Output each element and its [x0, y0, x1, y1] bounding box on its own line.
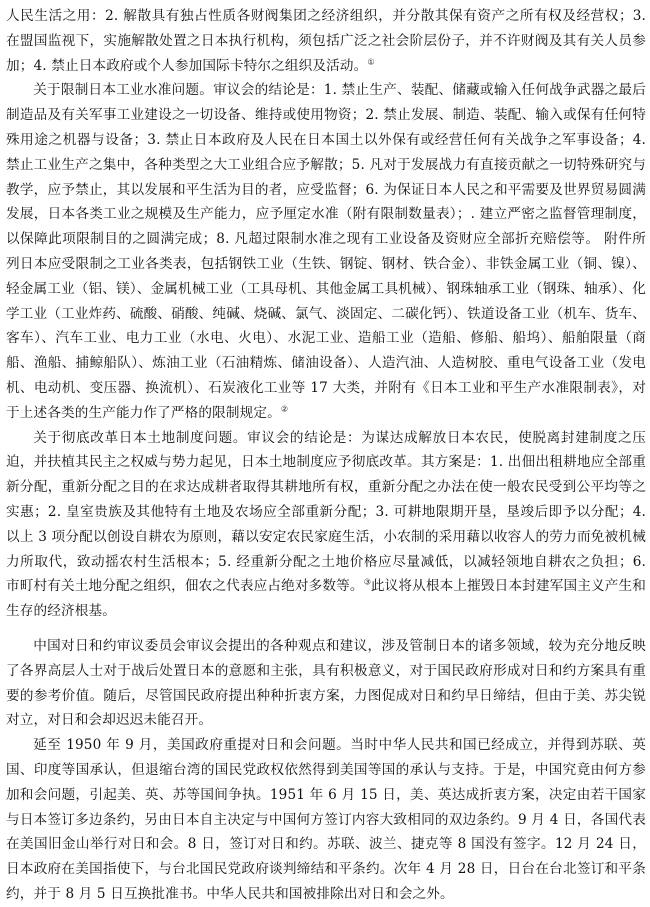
paragraph-text: 中国对日和约审议委员会审议会提出的各种观点和建议，涉及管制日本的诸多领域，较为充分地反映了各界高层人士对于战后处置日本的意愿和主张，具有积极意义，对于国民政府形成对日和约方案具有重要的参考价值。随后，尽管国民政府提出种种折衷方案，力图促成对日和约早日缔结，但由于美、苏尖锐对立，对日和会却迟迟未能召开。 — [6, 637, 646, 729]
section-gap — [6, 624, 646, 634]
document-page — [6, 4, 646, 907]
paragraph-text: 延至 1950 年 9 月，美国政府重提对日和会问题。当时中华人民共和国已经成立，并得到苏联、英国、印度等国承认，但退缩台湾的国民党政权依然得到美国等国的承认与支持。于是，中国究竟由何方参加和会问题，引起美、英、苏等国间争执。1951 年 6 月 15 日，美、英达成折衷方案，决定由若干国家与日本签订多边条约，另由日本自主决定与中国何方签订内容大致相同的双边条约。9 月 4 日，各国代表在美国旧金山举行对日和会。8 日，签订对日和约。苏联、波兰、捷克等 8 国没有签字。12 月 24 日，日本政府在美国指使下，与台北国民党政府谈判缔结和平条约。次年 4 月 28 日，日台在台北签订和平条约，并于 8 月 5 日互换批准书。中华人民共和国被排除出对日和会之外。 — [6, 737, 646, 902]
paragraph-economic-organizations — [6, 4, 646, 78]
paragraph-text: 关于彻底改革日本土地制度问题。审议会的结论是：为谋达成解放日本农民，使脱离封建制度之压迫，并扶植其民主之权威与势力起见，日本土地制度应予彻底改革。其方案是：1. 出佃出租耕地应全部重新分配，重新分配之目的在求达成耕者取得其耕地所有权，重新分配之办法在使一般农民受到公平均等之实惠；2. 皇室贵族及其他特有土地及农场应全部重新分配；3. 可耕地限期开垦，垦竣后即予以分配；4. 以上 3 项分配以创设自耕农为原则，藉以安定农民家庭生活，小农制的采用藉以收容人的劳力而免被机械力所取代，致动摇农村生活根本；5. 经重新分配之土地价格应尽量减低，以减轻领地自耕农之负担；6. 市町村有关土地分配之组织，佃农之代表应占绝对多数等。 — [6, 429, 646, 595]
paragraph-peace-conference — [6, 733, 646, 907]
paragraph-text: 人民生活之用：2. 解散具有独占性质各财阀集团之经济组织，并分散其保有资产之所有权及经营权；3. 在盟国监视下，实施解散处置之日本执行机构，须包括广泛之社会阶层份子，并不许财阀及其有关人员参加；4. 禁止日本政府或个人参加国际卡特尔之组织及活动。 — [6, 8, 646, 74]
footnote-marker[interactable]: ② — [280, 404, 289, 414]
footnote-marker[interactable]: ① — [367, 57, 375, 67]
paragraph-industrial-level-limits — [6, 78, 646, 425]
paragraph-text: 关于限制日本工业水准问题。审议会的结论是：1. 禁止生产、装配、储藏或输入任何战争武器之最后制造品及有关军事工业建设之一切设备、维持或使用物资；2. 禁止发展、制造、装配、输入或保有任何特殊用途之机器与设备；3. 禁止日本政府及人民在日本国土以外保有或经营任何有关战争之军事设备；4. 禁止工业生产之集中，各种类型之大工业组合应予解散；5. 凡对于发展战力有直接贡献之一切特殊研究与教学，应予禁止，其以发展和平生活为目的者，应受监督；6. 为保证日本人民之和平需要及世界贸易圆满发展，日本各类工业之规模及生产能力，应予厘定水准（附有限制数量表）；. 建立严密之监督管理制度，以保障此项限制目的之圆满完成；8. 凡超过限制水准之现有工业设备及资财应全部折充赔偿等。 附件所列日本应受限制之工业各类表，包括钢铁工业（生铁、钢锭、钢材、铁合金）、非铁金属工业（铜、镍）、轻金属工业（铝、镁）、金属机械工业（工具母机、其他金属工具机械）、钢珠轴承工业（钢珠、轴承）、化学工业（工业炸药、硫酸、硝酸、纯碱、烧碱、氯气、淡固定、二碳化钙）、铁道设备工业（机车、货车、客车）、汽车工业、电力工业（水电、火电）、水泥工业、造船工业（造船、修船、船坞）、船舶限量（商船、渔船、捕鲸船队）、炼油工业（石油精炼、储油设备）、人造汽油、人造树胶、重电气设备工业（发电机、电动机、变压器、换流机）、石炭液化工业等 17 大类，并附有《日本工业和平生产水准限制表》，对于上述各类的生产能力作了严格的限制规定。 — [6, 82, 646, 421]
paragraph-committee-summary — [6, 634, 646, 733]
footnote-marker[interactable]: ③ — [363, 577, 371, 587]
paragraph-text-tail: 此议将从根本上摧毁日本封建军国主义产生和生存的经济根基。 — [6, 578, 647, 620]
paragraph-land-reform — [6, 426, 646, 624]
